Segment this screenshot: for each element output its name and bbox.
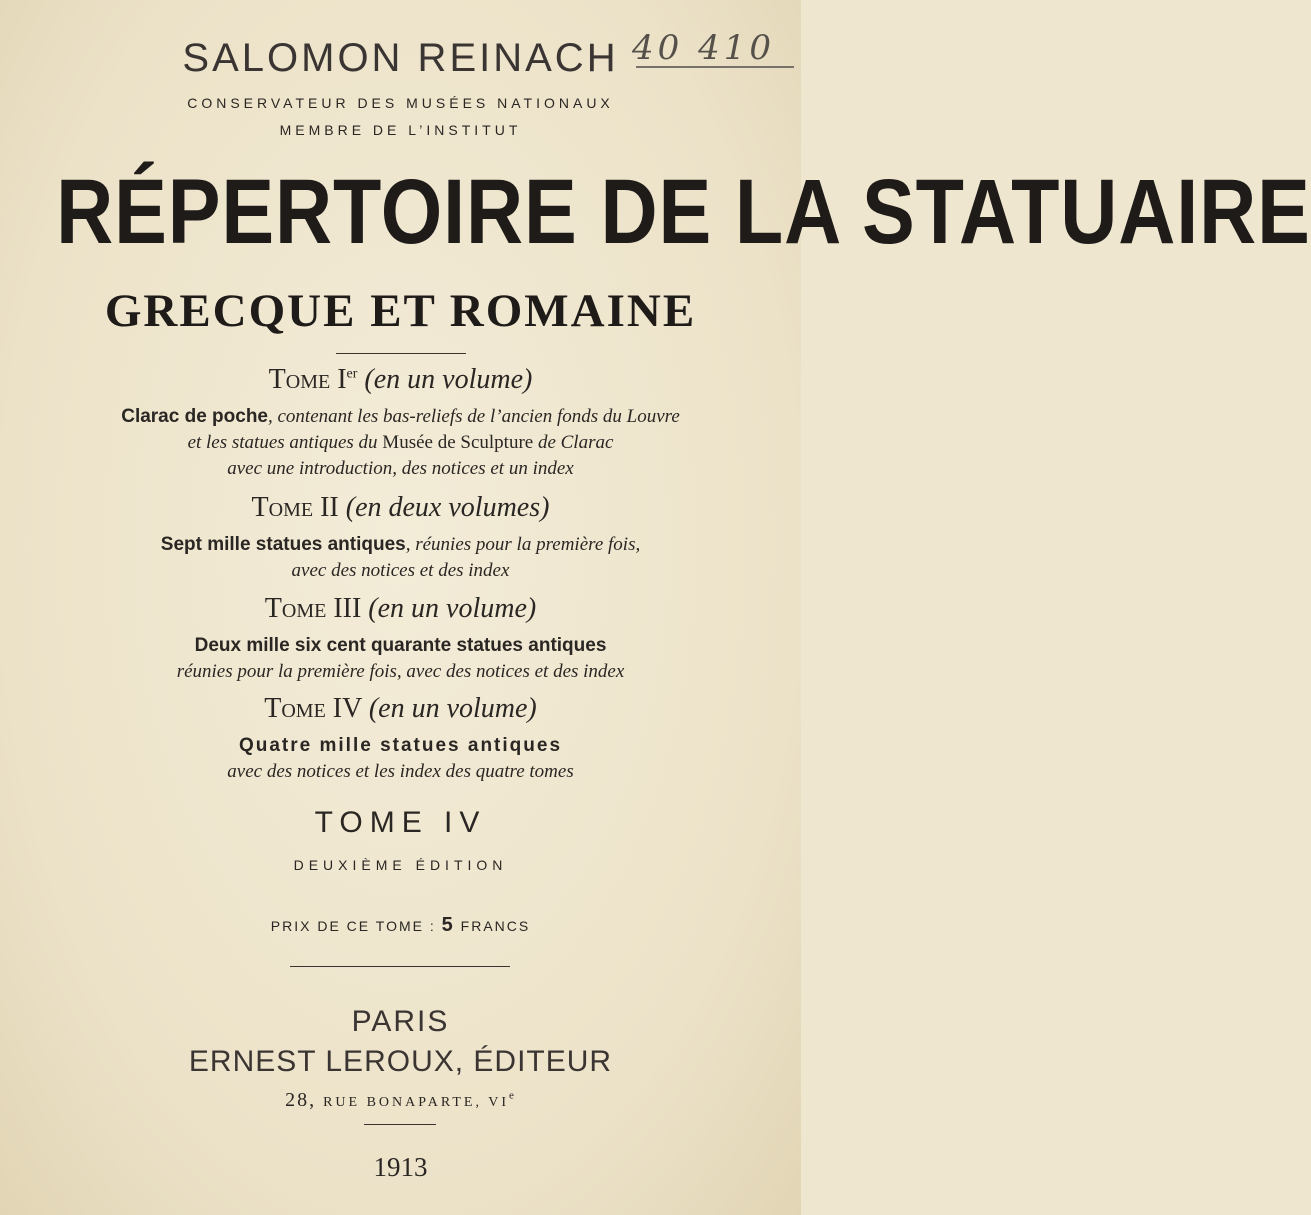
tome-3-desc-line-1 bbox=[0, 635, 801, 657]
tome-4-desc-line-1 bbox=[0, 735, 801, 757]
tome-1-volume-note: (en un volume) bbox=[364, 364, 533, 395]
tome-2-heading bbox=[0, 492, 801, 524]
imprint-rule bbox=[290, 966, 510, 967]
imprint-address bbox=[0, 1089, 801, 1112]
tome-2-word: Tome bbox=[251, 492, 314, 523]
author-role-conservateur: CONSERVATEUR DES MUSÉES NATIONAUX bbox=[187, 95, 614, 111]
author-role-institut: MEMBRE DE L’INSTITUT bbox=[279, 122, 522, 138]
price-number: 5 bbox=[441, 914, 455, 936]
tome-1-desc-bold: Clarac de poche bbox=[121, 406, 268, 427]
volume-label: TOME IV bbox=[314, 806, 487, 839]
price-line bbox=[0, 914, 801, 937]
tome-2-desc-bold: Sept mille statues antiques bbox=[160, 534, 406, 555]
edition-label: DEUXIÈME ÉDITION bbox=[293, 857, 508, 873]
tome-2-desc-rest: , réunies pour la première fois, bbox=[405, 534, 641, 555]
price-prefix: PRIX DE CE TOME : bbox=[270, 918, 436, 934]
address-sup: e bbox=[509, 1089, 516, 1102]
handwritten-underline bbox=[636, 66, 794, 68]
tome-3-numeral: III bbox=[333, 593, 362, 624]
tome-2-volume-note: (en deux volumes) bbox=[345, 492, 550, 523]
imprint-year: 1913 bbox=[373, 1152, 428, 1182]
tome-1-word: Tome bbox=[268, 364, 331, 395]
tome-1-desc-line-3: avec une introduction, des notices et un index bbox=[227, 458, 574, 479]
subtitle: GRECQUE ET ROMAINE bbox=[104, 285, 697, 337]
tome-4-heading bbox=[0, 693, 801, 725]
tome-1-desc-part-c: de Clarac bbox=[533, 432, 614, 453]
tome-1-numeral: I bbox=[337, 364, 347, 395]
tome-1-desc-part-a: et les statues antiques du bbox=[187, 432, 383, 453]
handwritten-shelfmark: 40 410 bbox=[632, 28, 775, 68]
tome-4-desc-line-2: avec des notices et les index des quatre tomes bbox=[227, 761, 574, 782]
tome-3-word: Tome bbox=[264, 593, 327, 624]
tome-1-desc-rest: , contenant les bas-reliefs de l’ancien fonds du Louvre bbox=[268, 406, 680, 427]
tome-4-numeral: IV bbox=[332, 693, 362, 724]
tome-4-word: Tome bbox=[264, 693, 326, 724]
tome-2-numeral: II bbox=[320, 492, 339, 523]
title-rule bbox=[336, 353, 466, 354]
imprint-city: PARIS bbox=[351, 1005, 450, 1038]
tome-1-heading bbox=[0, 364, 801, 396]
tome-2-desc-line-1 bbox=[0, 534, 801, 556]
tome-3-desc-line-2: réunies pour la première fois, avec des notices et des index bbox=[176, 661, 625, 682]
tome-3-desc-bold: Deux mille six cent quarante statues antiques bbox=[194, 635, 607, 656]
address-number: 28, bbox=[285, 1089, 317, 1111]
tome-1-numeral-sup: er bbox=[346, 366, 358, 382]
tome-2-desc-line-2: avec des notices et des index bbox=[291, 560, 510, 581]
tome-1-desc-museum: Musée de Sculpture bbox=[382, 432, 534, 453]
tome-3-heading bbox=[0, 593, 801, 625]
address-street: RUE BONAPARTE, VI bbox=[323, 1095, 509, 1110]
tome-1-desc-line-1 bbox=[0, 406, 801, 428]
year-rule bbox=[364, 1124, 436, 1125]
tome-1-desc-line-2 bbox=[0, 432, 801, 454]
price-unit: FRANCS bbox=[460, 918, 531, 934]
author-name: SALOMON REINACH bbox=[182, 36, 619, 80]
imprint-publisher: ERNEST LEROUX, ÉDITEUR bbox=[188, 1045, 613, 1078]
tome-3-volume-note: (en un volume) bbox=[368, 593, 537, 624]
main-title: RÉPERTOIRE DE LA STATUAIRE bbox=[56, 161, 1311, 263]
tome-4-desc-bold: Quatre mille statues antiques bbox=[238, 735, 563, 756]
tome-4-volume-note: (en un volume) bbox=[368, 693, 537, 724]
